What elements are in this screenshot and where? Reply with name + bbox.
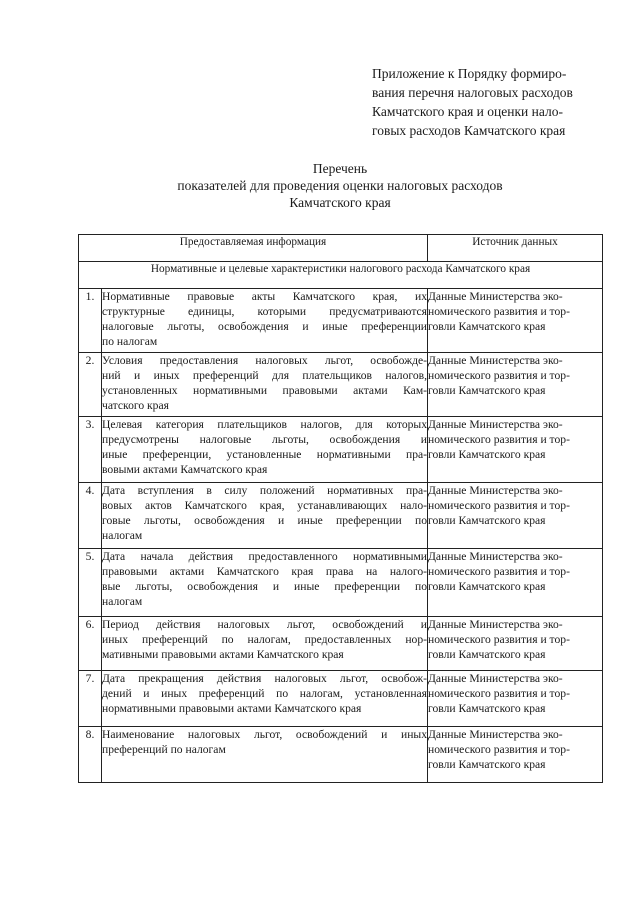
- info-line: Дата начала действия предоставленного нормативными: [102, 550, 428, 563]
- row-source: [428, 727, 603, 783]
- row-info: [102, 353, 428, 417]
- info-line: налогам: [102, 529, 143, 542]
- title-line: Перечень: [312, 161, 368, 176]
- info-line: вые льготы, освобождения и иные преференции по: [102, 580, 428, 593]
- source-line: Данные Министерства эко-: [428, 550, 563, 563]
- row-number: 2.: [79, 353, 102, 417]
- info-line: правовыми актами Камчатского края права на налого-: [102, 565, 428, 578]
- row-source: [428, 549, 603, 617]
- info-line: Условия предоставления налоговых льгот, освобожде-: [102, 354, 428, 367]
- info-line: по налогам: [102, 335, 158, 348]
- row-info: [102, 417, 428, 483]
- appendix-line: вания перечня налоговых расходов: [372, 85, 573, 100]
- source-line: номического развития и тор-: [428, 687, 570, 700]
- table-header-row: [79, 235, 603, 262]
- row-number: 5.: [79, 549, 102, 617]
- source-line: номического развития и тор-: [428, 369, 570, 382]
- row-source: [428, 417, 603, 483]
- source-line: Данные Министерства эко-: [428, 290, 563, 303]
- info-line: Дата вступления в силу положений нормативных пра-: [102, 484, 428, 497]
- info-line: налогам: [102, 595, 143, 608]
- source-line: говли Камчатского края: [428, 648, 546, 661]
- info-line: ний и иных преференций для плательщиков налогов,: [102, 369, 428, 382]
- row-source: [428, 617, 603, 671]
- table-row: [79, 617, 603, 671]
- info-line: Дата прекращения действия налоговых льгот, освобож-: [102, 672, 428, 685]
- source-line: говли Камчатского края: [428, 702, 546, 715]
- info-line: Наименование налоговых льгот, освобождений и иных: [102, 728, 428, 741]
- section-title: Нормативные и целевые характеристики налогового расхода Камчатского края: [79, 262, 603, 289]
- title-line: Камчатского края: [289, 195, 391, 210]
- row-info: [102, 617, 428, 671]
- row-source: [428, 353, 603, 417]
- header-source: Источник данных: [428, 235, 603, 262]
- appendix-line: Приложение к Порядку формиро-: [372, 66, 567, 81]
- info-line: структурные единицы, которыми предусматриваются: [102, 305, 428, 318]
- info-line: дений и иных преференций по налогам, установленная: [102, 687, 428, 700]
- info-line: установленных нормативными правовыми актами Кам-: [102, 384, 428, 397]
- table-row: [79, 671, 603, 727]
- info-line: налоговые льготы, освобождения и иные преференции: [102, 320, 428, 333]
- source-line: Данные Министерства эко-: [428, 354, 563, 367]
- source-line: говли Камчатского края: [428, 320, 546, 333]
- row-source: [428, 671, 603, 727]
- table-row: [79, 727, 603, 783]
- source-line: номического развития и тор-: [428, 633, 570, 646]
- source-line: говли Камчатского края: [428, 448, 546, 461]
- document-title: [80, 160, 600, 211]
- table-row: [79, 549, 603, 617]
- source-line: номического развития и тор-: [428, 305, 570, 318]
- row-info: [102, 727, 428, 783]
- info-line: преференций по налогам: [102, 743, 226, 756]
- appendix-line: Камчатского края и оценки нало-: [372, 104, 563, 119]
- info-line: вовыми актами Камчатского края: [102, 463, 268, 476]
- info-line: говые льготы, освобождения и иные преференции по: [102, 514, 428, 527]
- info-line: Целевая категория плательщиков налогов, для которых: [102, 418, 428, 431]
- row-info: [102, 483, 428, 549]
- info-line: мативными правовыми актами Камчатского края: [102, 648, 344, 661]
- row-number: 1.: [79, 289, 102, 353]
- info-line: Нормативные правовые акты Камчатского края, их: [102, 290, 428, 303]
- row-number: 8.: [79, 727, 102, 783]
- info-line: нормативными правовыми актами Камчатского края: [102, 702, 362, 715]
- source-line: говли Камчатского края: [428, 580, 546, 593]
- info-line: предусмотрены налоговые льготы, освобождения и: [102, 433, 428, 446]
- table-body: [79, 289, 603, 783]
- info-line: иных преференций по налогам, предоставленных нор-: [102, 633, 428, 646]
- info-line: Период действия налоговых льгот, освобождений и: [102, 618, 428, 631]
- section-row: [79, 262, 603, 289]
- source-line: номического развития и тор-: [428, 499, 570, 512]
- row-number: 3.: [79, 417, 102, 483]
- source-line: говли Камчатского края: [428, 384, 546, 397]
- row-number: 7.: [79, 671, 102, 727]
- table-row: [79, 289, 603, 353]
- table-row: [79, 417, 603, 483]
- source-line: Данные Министерства эко-: [428, 728, 563, 741]
- appendix-note: [372, 64, 602, 140]
- source-line: Данные Министерства эко-: [428, 484, 563, 497]
- row-source: [428, 289, 603, 353]
- indicators-table: [78, 234, 603, 783]
- source-line: номического развития и тор-: [428, 433, 570, 446]
- source-line: номического развития и тор-: [428, 743, 570, 756]
- source-line: Данные Министерства эко-: [428, 672, 563, 685]
- row-number: 4.: [79, 483, 102, 549]
- source-line: номического развития и тор-: [428, 565, 570, 578]
- row-number: 6.: [79, 617, 102, 671]
- appendix-line: говых расходов Камчатского края: [372, 123, 566, 138]
- row-info: [102, 671, 428, 727]
- source-line: Данные Министерства эко-: [428, 418, 563, 431]
- info-line: чатского края: [102, 399, 169, 412]
- info-line: иные преференции, установленные нормативными пра-: [102, 448, 428, 461]
- row-info: [102, 549, 428, 617]
- table-row: [79, 353, 603, 417]
- source-line: говли Камчатского края: [428, 514, 546, 527]
- row-source: [428, 483, 603, 549]
- source-line: Данные Министерства эко-: [428, 618, 563, 631]
- info-line: вовых актов Камчатского края, устанавливающих нало-: [102, 499, 428, 512]
- header-info: Предоставляемая информация: [79, 235, 428, 262]
- title-line: показателей для проведения оценки налоговых расходов: [177, 178, 503, 193]
- source-line: говли Камчатского края: [428, 758, 546, 771]
- row-info: [102, 289, 428, 353]
- table-row: [79, 483, 603, 549]
